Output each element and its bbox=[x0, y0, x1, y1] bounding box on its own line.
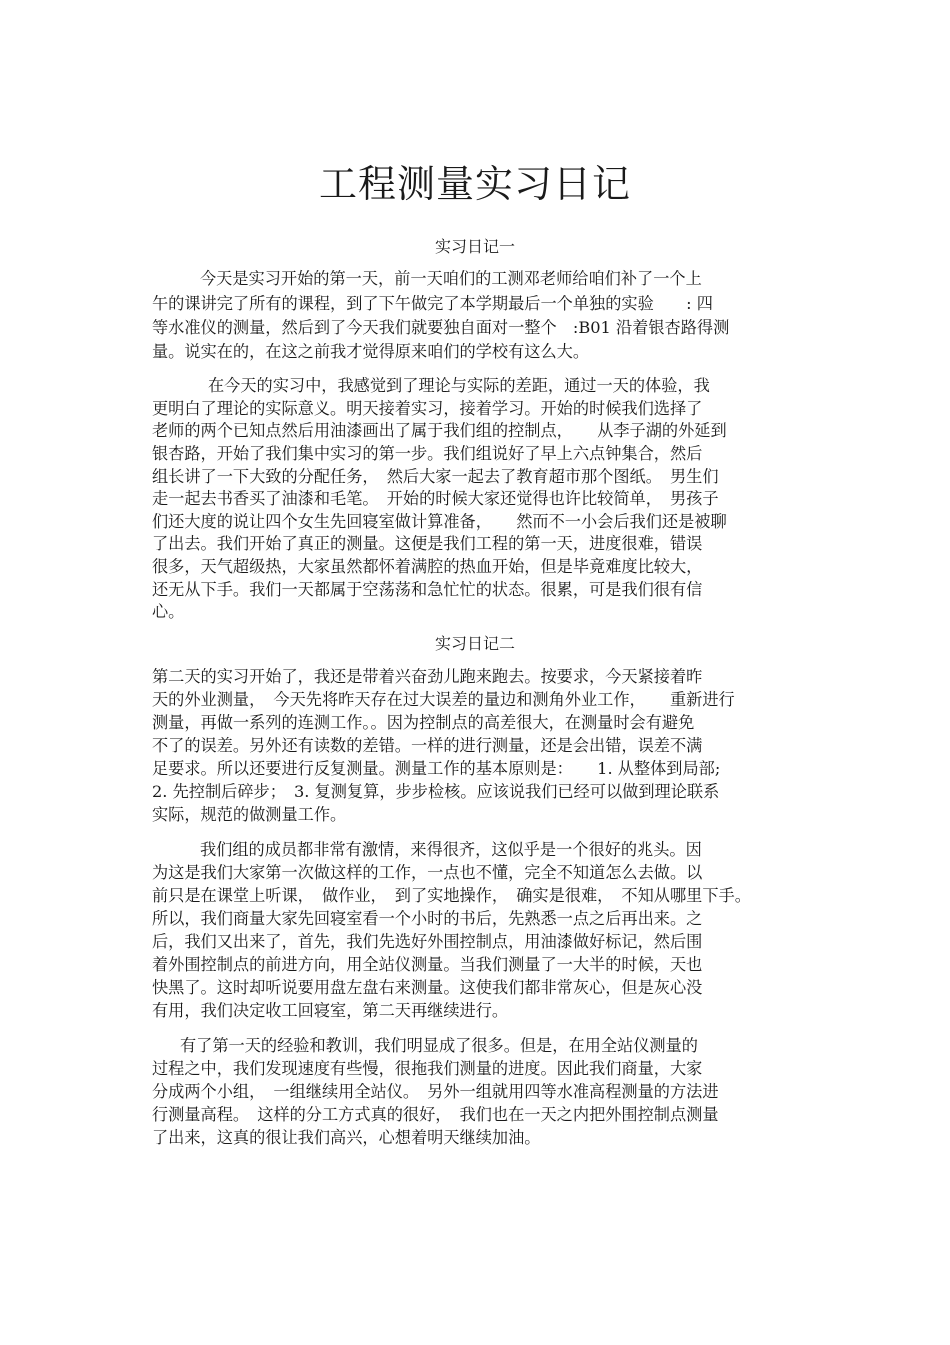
text-line: 我们组的成员都非常有激情，来得很齐，这似乎是一个很好的兆头。因 bbox=[200, 840, 702, 859]
text-line: 在今天的实习中，我感觉到了理论与实际的差距，通过一天的体验，我 bbox=[208, 376, 710, 395]
text-line: 心。 bbox=[152, 602, 185, 621]
text-line: 着外围控制点的前进方向，用全站仪测量。当我们测量了一大半的时候，天也 bbox=[152, 955, 703, 974]
text-line: 组长讲了一下大致的分配任务， 然后大家一起去了教育超市那个图纸。 男生们 bbox=[152, 467, 719, 486]
text-line: 还无从下手。我们一天都属于空荡荡和急忙忙的状态。很累，可是我们很有信 bbox=[152, 580, 703, 599]
text-line: 量。说实在的，在这之前我才觉得原来咱们的学校有这么大。 bbox=[152, 342, 590, 361]
text-line: 快黑了。这时却听说要用盘左盘右来测量。这使我们都非常灰心，但是灰心没 bbox=[152, 978, 703, 997]
page-title: 工程测量实习日记 bbox=[318, 162, 631, 206]
text-line: 今天是实习开始的第一天，前一天咱们的工测邓老师给咱们补了一个上 bbox=[200, 269, 702, 288]
text-line: 足要求。所以还要进行反复测量。测量工作的基本原则是： 1. 从整体到局部; bbox=[152, 759, 721, 778]
text-line: 午的课讲完了所有的课程，到了下午做完了本学期最后一个单独的实验 : 四 bbox=[152, 294, 713, 313]
text-line: 等水准仪的测量，然后到了今天我们就要独自面对一整个 :B01 沿着银杏路得测 bbox=[152, 318, 730, 337]
text-line: 们还大度的说让四个女生先回寝室做计算准备， 然而不一小会后我们还是被聊 bbox=[152, 512, 727, 531]
text-line: 前只是在课堂上听课， 做作业， 到了实地操作， 确实是很难， 不知从哪里下手。 bbox=[152, 886, 751, 905]
text-line: 不了的误差。另外还有读数的差错。一样的进行测量，还是会出错，误差不满 bbox=[152, 736, 703, 755]
text-line: 测量，再做一系列的连测工作。。因为控制点的高差很大，在测量时会有避免 bbox=[152, 713, 695, 732]
text-line: 过程之中，我们发现速度有些慢，很拖我们测量的进度。因此我们商量，大家 bbox=[152, 1059, 703, 1078]
text-line: 为这是我们大家第一次做这样的工作，一点也不懂，完全不知道怎么去做。以 bbox=[152, 863, 703, 882]
text-line: 所以，我们商量大家先回寝室看一个小时的书后，先熟悉一点之后再出来。之 bbox=[152, 909, 703, 928]
text-line: 银杏路，开始了我们集中实习的第一步。我们组说好了早上六点钟集合，然后 bbox=[152, 444, 703, 463]
text-line: 2. 先控制后碎步； 3. 复测复算，步步检核。应该说我们已经可以做到理论联系 bbox=[152, 782, 720, 801]
text-line: 走一起去书香买了油漆和毛笔。 开始的时候大家还觉得也许比较简单， 男孩子 bbox=[152, 489, 719, 508]
text-line: 天的外业测量， 今天先将昨天存在过大误差的量边和测角外业工作， 重新进行 bbox=[152, 690, 735, 709]
text-line: 有了第一天的经验和教训，我们明显成了很多。但是，在用全站仪测量的 bbox=[180, 1036, 698, 1055]
text-line: 有用，我们决定收工回寝室，第二天再继续进行。 bbox=[152, 1001, 509, 1020]
text-line: 行测量高程。 这样的分工方式真的很好， 我们也在一天之内把外围控制点测量 bbox=[152, 1105, 719, 1124]
text-line: 老师的两个已知点然后用油漆画出了属于我们组的控制点， 从李子湖的外延到 bbox=[152, 421, 727, 440]
text-line: 后，我们又出来了，首先，我们先选好外围控制点，用油漆做好标记，然后围 bbox=[152, 932, 703, 951]
text-line: 更明白了理论的实际意义。明天接着实习，接着学习。开始的时候我们选择了 bbox=[152, 399, 703, 418]
text-line: 很多，天气超级热，大家虽然都怀着满腔的热血开始，但是毕竟难度比较大， bbox=[152, 557, 703, 576]
text-line: 第二天的实习开始了，我还是带着兴奋劲儿跑来跑去。按要求，今天紧接着昨 bbox=[152, 667, 703, 686]
section-heading: 实习日记一 bbox=[434, 237, 515, 256]
text-line: 了出去。我们开始了真正的测量。这便是我们工程的第一天，进度很难，错误 bbox=[152, 534, 703, 553]
text-line: 实际，规范的做测量工作。 bbox=[152, 805, 347, 824]
text-line: 分成两个小组， 一组继续用全站仪。 另外一组就用四等水准高程测量的方法进 bbox=[152, 1082, 719, 1101]
section-heading: 实习日记二 bbox=[434, 634, 515, 653]
text-line: 了出来，这真的很让我们高兴，心想着明天继续加油。 bbox=[152, 1128, 541, 1147]
